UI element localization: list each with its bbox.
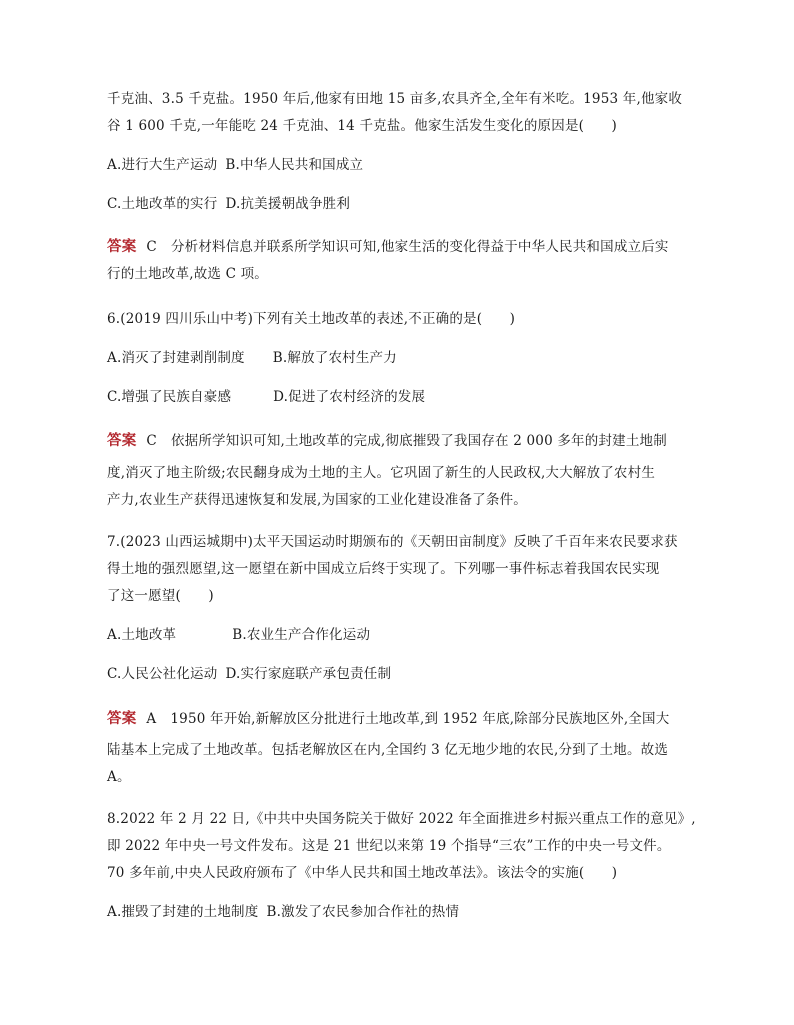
- answer-label: 答案: [107, 238, 137, 255]
- q5-answer-line-2: 行的土地改革,故选 C 项。: [107, 266, 269, 282]
- q6-answer-line-3: 产力,农业生产获得迅速恢复和发展,为国家的工业化建设准备了条件。: [107, 492, 527, 508]
- q7-stem-line-2: 得土地的强烈愿望,这一愿望在新中国成立后终于实现了。下列哪一事件标志着我国农民实现: [107, 561, 660, 577]
- q7-options-row-1: [107, 622, 691, 648]
- q7-option-c[interactable]: C.人民公社化运动: [107, 666, 218, 682]
- q8-options-row-1: [107, 899, 691, 925]
- answer-letter: C: [146, 239, 157, 255]
- q8-option-a[interactable]: A.摧毁了封建的土地制度: [107, 904, 259, 920]
- q8-stem-line-3: 70 多年前,中央人民政府颁布了《中华人民共和国土地改革法》。该法令的实施( ): [107, 865, 618, 881]
- q5-option-c[interactable]: C.土地改革的实行: [107, 196, 218, 212]
- q7-options-row-2: [107, 661, 691, 687]
- q7-answer-line-3: A。: [107, 769, 131, 785]
- answer-letter: C: [146, 433, 157, 449]
- q7-stem-line-1: 7.(2023 山西运城期中)太平天国运动时期颁布的《天朝田亩制度》反映了千百年来农民要求获: [107, 534, 678, 550]
- answer-letter: A: [146, 711, 157, 727]
- q7-stem-line-3: 了这一愿望( ): [107, 588, 214, 604]
- q6-option-a[interactable]: A.消灭了封建剥削制度: [107, 350, 245, 366]
- answer-label: 答案: [107, 432, 137, 449]
- q5-option-d[interactable]: D.抗美援朝战争胜利: [225, 196, 351, 212]
- q7-option-b[interactable]: B.农业生产合作化运动: [232, 627, 371, 643]
- q7-answer-line-2: 陆基本上完成了土地改革。包括老解放区在内,全国约 3 亿无地少地的农民,分到了土地。故选: [107, 742, 669, 758]
- q6-option-d[interactable]: D.促进了农村经济的发展: [273, 389, 426, 405]
- q5-answer-text-1: 分析材料信息并联系所学知识可知,他家生活的变化得益于中华人民共和国成立后实: [170, 239, 669, 255]
- q6-answer-line-1: [107, 428, 691, 454]
- q7-answer-text-1: 1950 年开始,新解放区分批进行土地改革,到 1952 年底,除部分民族地区外,全国大: [170, 711, 670, 727]
- q5-option-b[interactable]: B.中华人民共和国成立: [225, 157, 364, 173]
- q6-options-row-1: [107, 345, 691, 371]
- q7-answer-line-1: [107, 706, 691, 732]
- q6-option-b[interactable]: B.解放了农村生产力: [272, 350, 397, 366]
- q8-stem-line-1: 8.2022 年 2 月 22 日,《中共中央国务院关于做好 2022 年全面推进乡村振兴重点工作的意见》,: [107, 811, 696, 827]
- q8-option-b[interactable]: B.激发了农民参加合作社的热情: [266, 904, 460, 920]
- q5-option-a[interactable]: A.进行大生产运动: [107, 157, 218, 173]
- q7-option-d[interactable]: D.实行家庭联产承包责任制: [225, 666, 392, 682]
- q5-answer-line-1: [107, 234, 691, 260]
- q6-options-row-2: [107, 384, 691, 410]
- q5-options-row-2: [107, 191, 691, 217]
- q5-stem-line-2: 谷 1 600 千克,一年能吃 24 千克油、14 千克盐。他家生活发生变化的原因是( ): [107, 118, 617, 134]
- q8-stem-line-2: 即 2022 年中央一号文件发布。这是 21 世纪以来第 19 个指导“三农”工作的中央一号文件。: [107, 838, 671, 854]
- q6-answer-line-2: 度,消灭了地主阶级;农民翻身成为土地的主人。它巩固了新生的人民政权,大大解放了农村生: [107, 465, 656, 481]
- q6-option-c[interactable]: C.增强了民族自豪感: [107, 389, 232, 405]
- answer-label: 答案: [107, 710, 137, 727]
- q5-stem-line-1: 千克油、3.5 千克盐。1950 年后,他家有田地 15 亩多,农具齐全,全年有米吃。1953 年,他家收: [107, 91, 683, 107]
- q7-option-a[interactable]: A.土地改革: [107, 627, 177, 643]
- q6-answer-text-1: 依据所学知识可知,土地改革的完成,彻底摧毁了我国存在 2 000 多年的封建土地制: [170, 433, 667, 449]
- q5-options-row-1: [107, 152, 691, 178]
- q6-stem-line-1: 6.(2019 四川乐山中考)下列有关土地改革的表述,不正确的是( ): [107, 311, 516, 327]
